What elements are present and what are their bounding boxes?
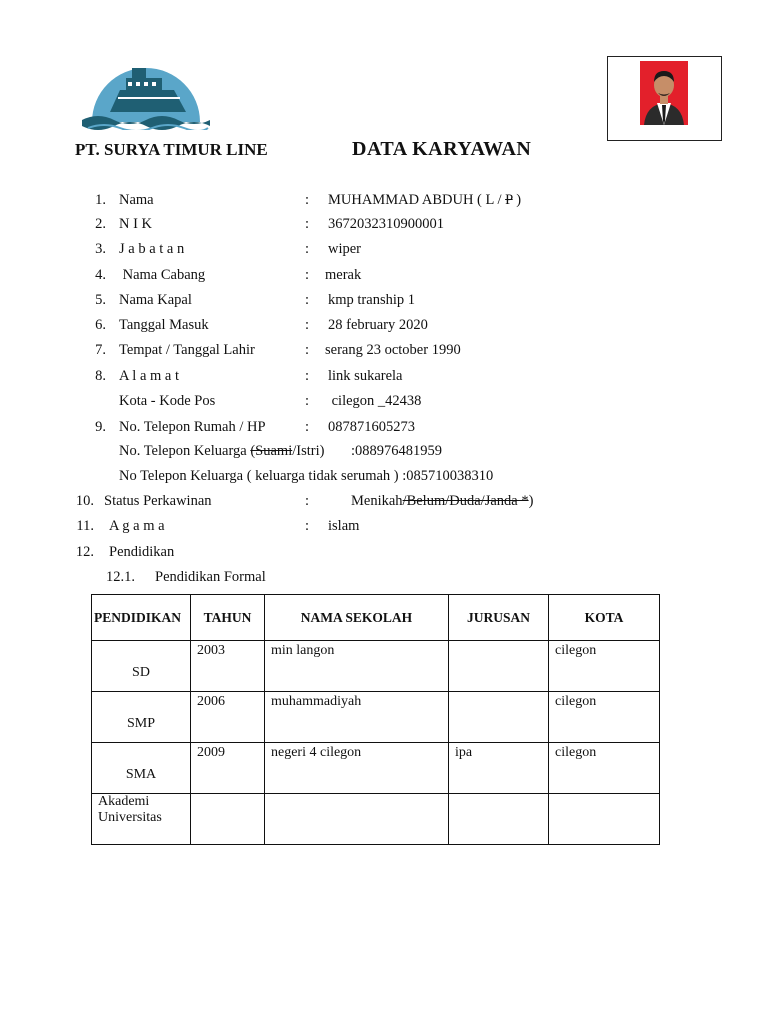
field-number: 9. — [95, 419, 106, 435]
field-number: 12.1. — [106, 569, 135, 585]
column-header-nama-sekolah: NAMA SEKOLAH — [265, 595, 449, 641]
field-colon: : — [305, 267, 310, 283]
cell-year: 2006 — [191, 692, 265, 743]
employee-photo — [640, 61, 688, 125]
cell-city: cilegon — [549, 692, 660, 743]
cell-city — [549, 794, 660, 845]
field-colon: : — [305, 419, 310, 435]
field-colon: : — [305, 317, 310, 333]
field-number: 7. — [95, 342, 106, 358]
table-row — [92, 743, 660, 794]
field-label: A g a m a — [109, 518, 165, 534]
field-number: 5. — [95, 292, 106, 308]
field-value: 28 february 2020 — [328, 317, 428, 333]
cell-school: muhammadiyah — [265, 692, 449, 743]
field-value: cilegon _42438 — [328, 393, 422, 409]
column-header-jurusan: JURUSAN — [449, 595, 549, 641]
column-header-kota: KOTA — [549, 595, 660, 641]
field-number: 3. — [95, 241, 106, 257]
education-table — [91, 594, 660, 845]
cell-year: 2003 — [191, 641, 265, 692]
field-number: 10. — [75, 493, 94, 509]
field-colon: : — [305, 192, 310, 208]
field-colon: : — [305, 241, 310, 257]
field-colon: : — [305, 292, 310, 308]
field-value: serang 23 october 1990 — [325, 342, 461, 358]
cell-level: SMA — [92, 743, 191, 794]
table-row — [92, 641, 660, 692]
field-label: Status Perkawinan — [104, 493, 212, 509]
field-colon: : — [305, 493, 310, 509]
table-row — [92, 794, 660, 845]
field-value: 3672032310900001 — [328, 216, 444, 232]
cell-level: SMP — [92, 692, 191, 743]
cell-school: min langon — [265, 641, 449, 692]
cell-major — [449, 641, 549, 692]
field-value: merak — [325, 267, 362, 283]
field-number: 8. — [95, 368, 106, 384]
field-colon: : — [305, 368, 310, 384]
field-label: Nama Cabang — [119, 267, 206, 283]
field-label: No. Telepon Rumah / HP — [119, 419, 266, 435]
cell-major: ipa — [449, 743, 549, 794]
field-number: 6. — [95, 317, 106, 333]
column-header-pendidikan: PENDIDIKAN — [92, 595, 191, 641]
field-number: 11. — [76, 518, 94, 534]
cell-year: 2009 — [191, 743, 265, 794]
field-value: :088976481959 — [351, 443, 443, 459]
table-row — [92, 692, 660, 743]
field-value: kmp tranship 1 — [328, 292, 415, 308]
cell-city: cilegon — [549, 743, 660, 794]
field-label: Kota - Kode Pos — [119, 393, 216, 409]
field-label: Nama Kapal — [119, 292, 192, 308]
field-value: Menikah/Belum/Duda/Janda *) — [351, 493, 534, 509]
field-value: MUHAMMAD ABDUH ( L / P ) — [328, 192, 522, 208]
column-header-tahun: TAHUN — [191, 595, 265, 641]
field-value: link sukarela — [328, 368, 403, 384]
field-label: Tanggal Masuk — [119, 317, 209, 333]
company-logo — [82, 60, 210, 130]
field-number: 12. — [75, 544, 94, 560]
company-name: PT. SURYA TIMUR LINE — [75, 140, 268, 159]
field-colon: : — [305, 518, 310, 534]
field-label: J a b a t a n — [119, 241, 185, 257]
cell-school — [265, 794, 449, 845]
document-title: DATA KARYAWAN — [352, 138, 532, 160]
field-label: Pendidikan Formal — [155, 569, 266, 585]
field-value: islam — [328, 518, 360, 534]
cell-school: negeri 4 cilegon — [265, 743, 449, 794]
cell-major — [449, 794, 549, 845]
photo-frame — [607, 56, 722, 141]
field-colon: : — [305, 216, 310, 232]
field-label: Nama — [119, 192, 154, 208]
cell-year — [191, 794, 265, 845]
cell-city: cilegon — [549, 641, 660, 692]
cell-major — [449, 692, 549, 743]
field-number: 2. — [95, 216, 106, 232]
field-colon: : — [305, 342, 310, 358]
field-number: 4. — [95, 267, 106, 283]
field-label: N I K — [119, 216, 153, 232]
field-value: 087871605273 — [328, 419, 415, 435]
field-label: No Telepon Keluarga ( keluarga tidak serumah ) :085710038310 — [119, 468, 494, 484]
field-number: 1. — [95, 192, 106, 208]
field-label: A l a m a t — [119, 368, 180, 384]
cell-level: Akademi Universitas — [92, 794, 191, 845]
field-value: wiper — [328, 241, 362, 257]
field-label: No. Telepon Keluarga (Suami/Istri) — [119, 443, 325, 459]
field-label: Tempat / Tanggal Lahir — [119, 342, 255, 358]
table-header-row — [92, 595, 660, 641]
cell-level: SD — [92, 641, 191, 692]
field-colon: : — [305, 393, 310, 409]
field-label: Pendidikan — [109, 544, 175, 560]
